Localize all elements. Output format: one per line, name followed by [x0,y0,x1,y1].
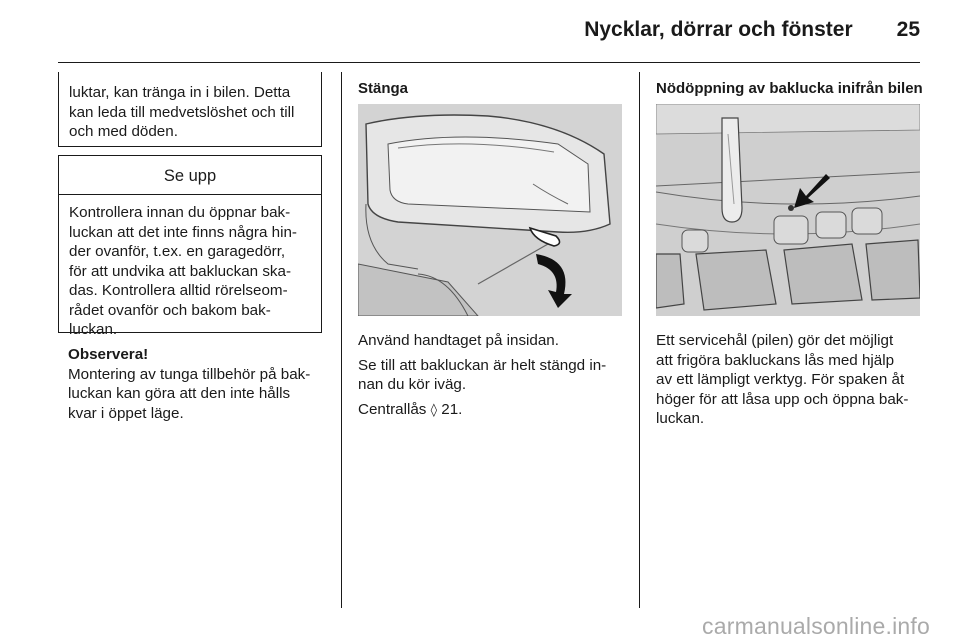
text-line: Kontrollera innan du öppnar bak- [69,204,291,221]
text-line: Montering av tunga tillbehör på bak- [68,365,311,383]
text-line: och med döden. [69,123,178,140]
closing-instructions [358,331,630,425]
section-title-closing: Stänga [358,80,409,97]
column-divider-1 [341,72,342,608]
page-number: 25 [896,18,920,41]
header-rule [58,62,920,63]
text-line: nan du kör iväg. [358,376,467,393]
text-line: för att undvika att bakluckan ska- [69,262,292,280]
emergency-release-illustration [656,104,920,316]
section-title-emergency: Nödöppning av baklucka inifrån bilen [656,80,923,97]
cross-reference [358,400,630,421]
paragraph [358,356,630,395]
text-line: luktar, kan tränga in i bilen. Detta [69,84,291,101]
text-line: att frigöra bakluckans lås med hjälp [656,351,895,369]
note-title: Observera! [68,346,149,363]
arrow-reference-icon: ◊ [430,402,438,418]
text-line: luckan. [69,321,118,338]
text-line: der ovanför, t.ex. en garagedörr, [69,243,286,260]
text-line: höger för att låsa upp och öppna bak- [656,390,909,408]
text-line: av ett lämpligt verktyg. För spaken åt [656,371,905,388]
crossref-page[interactable]: 21. [441,400,463,418]
text-line: Ett servicehål (pilen) gör det möjligt [656,332,894,349]
text-line: luckan. [656,410,705,427]
watermark: carmanualsonline.info [702,613,930,639]
column-divider-2 [639,72,640,608]
page-title [584,18,920,42]
note-block [68,345,326,423]
chapter-title: Nycklar, dörrar och fönster [584,18,853,41]
caution-body [59,195,321,340]
text-line: Se till att bakluckan är helt stängd in- [358,356,607,374]
text-line: Använd handtaget på insidan. [358,332,559,349]
warning-continuation-box [58,72,322,147]
text-line: kvar i öppet läge. [68,404,184,422]
caution-box [58,155,322,338]
tailgate-closing-illustration [358,104,622,316]
text-line: kan leda till medvetslöshet och till [69,103,295,121]
crossref-text: Centrallås [358,400,427,418]
caution-title: Se upp [59,156,321,195]
text-line: luckan att det inte finns några hin- [69,223,297,241]
text-line: das. Kontrollera alltid rörelseom- [69,282,288,299]
text-line: rådet ovanför och bakom bak- [69,301,271,319]
text-line: luckan kan göra att den inte hålls [68,385,291,402]
emergency-instructions [656,331,926,429]
paragraph [358,331,630,351]
